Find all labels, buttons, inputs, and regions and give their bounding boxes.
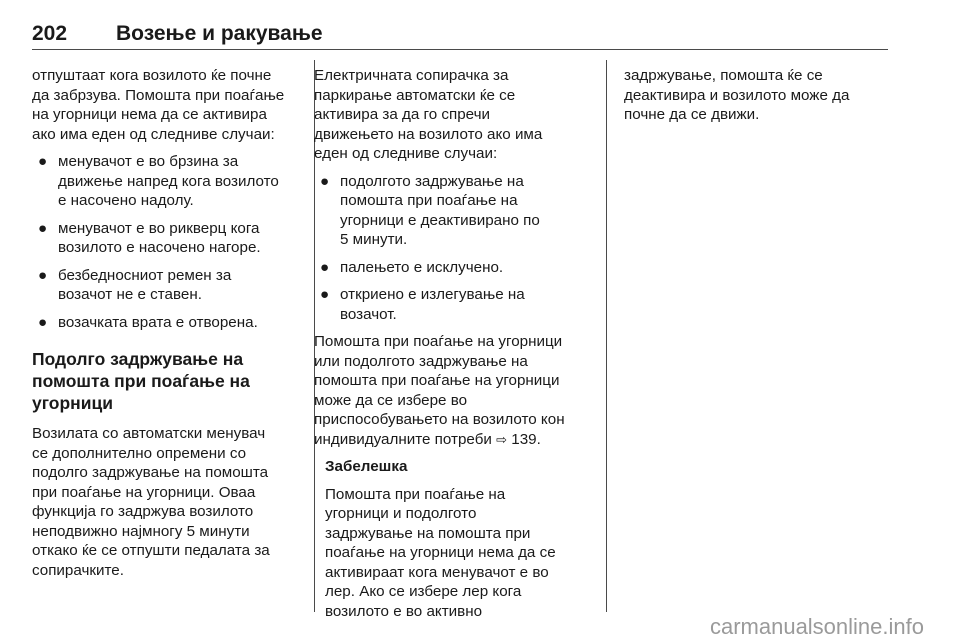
header-rule — [32, 49, 888, 50]
list-item — [314, 258, 604, 278]
column-3 — [624, 66, 888, 133]
bullet-icon: ● — [38, 313, 48, 331]
col2-intro: Електричната сопирачка за паркирање автоматски ќе се активира за да го спречи движењето на возилото ако има еден од следниве случаи: — [314, 67, 543, 162]
page-ref-arrow-icon: ⇨ — [496, 431, 508, 447]
page-ref-link[interactable]: 139. — [511, 430, 541, 448]
list-item-text: откриено е излегување на возачот. — [340, 286, 525, 323]
page-header — [32, 22, 888, 52]
bullet-icon: ● — [320, 258, 330, 276]
section-heading: Подолго задржување на помошта при поаѓање на угорници — [32, 349, 250, 413]
list-item — [314, 172, 604, 250]
list-item-text: безбедносниот ремен за возачот не е ставен. — [58, 266, 232, 303]
watermark: carmanualsonline.info — [709, 614, 924, 639]
list-item-text: менувачот е во брзина за движење напред кога возилото е насочено надолу. — [58, 153, 279, 209]
list-item — [32, 313, 304, 333]
page-number: 202 — [32, 22, 68, 45]
col2-bullet-list — [314, 172, 604, 325]
list-item-text: палењето е исклучено. — [340, 258, 504, 276]
col1-intro: отпуштаат кога возилото ќе почне да забрзува. Помошта при поаѓање на угорници нема да се активира ако има еден од следниве случаи: — [32, 67, 285, 143]
list-item — [32, 219, 304, 258]
bullet-icon: ● — [38, 219, 48, 237]
list-item — [32, 152, 304, 211]
column-2 — [314, 66, 604, 629]
col1-body: Возилата со автоматски менувач се дополнително опремени со подолго задржување на помошта при поаѓање на угорници. Оваа функција го задржува возилото неподвижно најмногу 5 минути откако ќе се отпушти педалата за сопирачките. — [32, 425, 270, 579]
list-item-text: возачката врата е отворена. — [58, 313, 258, 331]
bullet-icon: ● — [320, 286, 330, 303]
column-divider-2 — [606, 60, 607, 612]
col2-body-text: Помошта при поаѓање на угорници или подолгото задржување на помошта при поаѓање на угорници може да се избере во приспособувањето на возилото кон индивидуалните потреби — [314, 333, 565, 448]
col2-body — [314, 332, 604, 449]
list-item — [32, 266, 304, 305]
list-item — [314, 285, 604, 324]
note-box — [325, 457, 604, 621]
note-body: Помошта при поаѓање на угорници и подолгото задржување на помошта при поаѓање на угорници нема да се активираат кога менувачот е во лер. Ако се избере лер кога возилото е во активно — [325, 485, 556, 620]
note-title: Забелешка — [325, 458, 408, 475]
list-item-text: подолгото задржување на помошта при поаѓање на угорници е деактивирано по 5 минути. — [340, 172, 540, 248]
col3-body: задржување, помошта ќе се деактивира и возилото може да почне да се движи. — [624, 67, 850, 123]
bullet-icon: ● — [38, 153, 48, 170]
bullet-icon: ● — [320, 172, 330, 190]
list-item-text: менувачот е во рикверц кога возилото е насочено нагоре. — [58, 219, 261, 256]
bullet-icon: ● — [38, 266, 48, 284]
page-title: Возење и ракување — [116, 22, 323, 45]
column-1 — [32, 66, 304, 588]
col1-bullet-list — [32, 152, 304, 332]
